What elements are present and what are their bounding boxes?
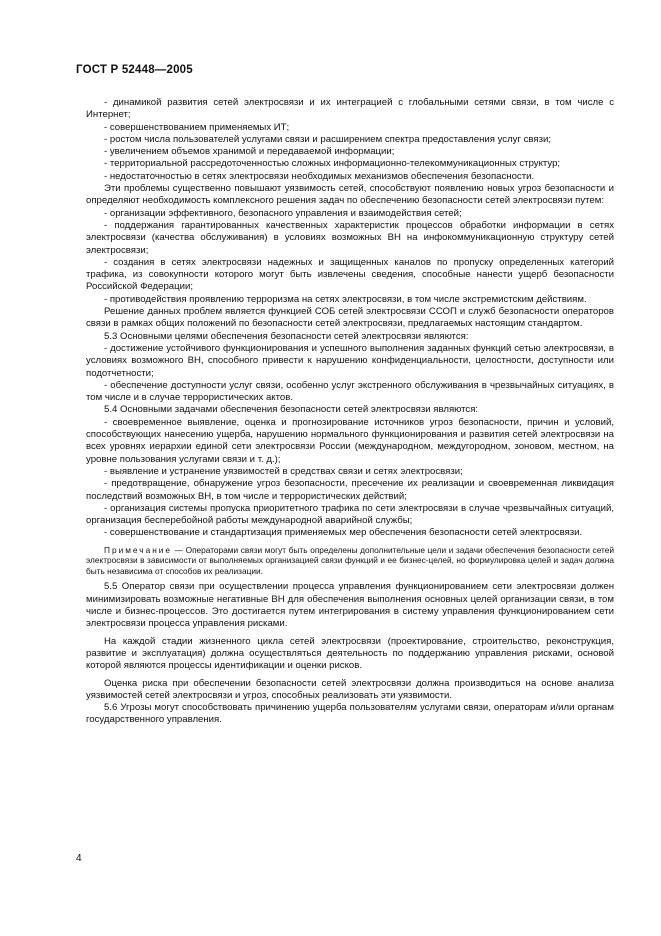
paragraph: - создания в сетях электросвязи надежных и защищенных каналов по пропуску определенных категорий трафика, из совокупности которого могут быть извлечены сведения, способные нанести ущерб безопасности Российской Федерации; — [86, 256, 614, 293]
paragraph: - динамикой развития сетей электросвязи и их интеграцией с глобальными сетями связи, в том числе с Интернет; — [86, 97, 614, 121]
note — [86, 545, 614, 577]
paragraph: - организация системы пропуска приоритетного трафика по сети электросвязи в случае чрезвычайных ситуаций, организация бесперебойной работы международной аварийной службы; — [86, 502, 614, 527]
paragraph: - предотвращение, обнаружение угроз безопасности, пресечение их реализации и своевременная ликвидация последствий возможных ВН, в том числе и террористических действий; — [86, 478, 614, 502]
document-header: ГОСТ Р 52448—2005 — [76, 64, 193, 76]
paragraph: - совершенствованием применяемых ИТ; — [104, 121, 290, 133]
paragraph: - обеспечение доступности услуг связи, особенно услуг экстренного обслуживания в чрезвычайных ситуациях, в том числе и в случае террористических актов. — [86, 379, 614, 404]
paragraph: - своевременное выявление, оценка и прогнозирование источников угроз безопасности, причин и условий, способствующих нанесению ущерба, нарушению нормального функционирования и развития сетей электросвязи на всех уровнях иерархии единой сети электросвязи России (международном, междугородном, зоновом, местном, на уровне пользования услугами связи и т. д.); — [86, 416, 614, 465]
paragraph: - ростом числа пользователей услугами связи и расширением спектра предоставления услуг связи; — [104, 133, 552, 145]
section-5-4: 5.4 Основными задачами обеспечения безопасности сетей электросвязи являются: — [104, 404, 479, 416]
paragraph: Решение данных проблем является функцией СОБ сетей электросвязи ССОП и служб безопасности операторов связи в рамках общих положений по безопасности сетей электросвязи, предлагаемых настоящим стандартом. — [86, 306, 614, 330]
document-body — [86, 97, 614, 727]
paragraph: На каждой стадии жизненного цикла сетей электросвязи (проектирование, строительство, реконструкция, развитие и эксплуатация) должна осуществляться деятельность по поддержанию управления рисками, основой которой являются процессы идентификации и оценки рисков. — [86, 635, 614, 672]
paragraph: - совершенствование и стандартизация применяемых мер обеспечения безопасности сетей электросвязи. — [104, 527, 583, 539]
paragraph: - достижение устойчивого функционирования и успешного выполнения заданных функций сетью электросвязи, в условиях возможного ВН, способного привести к нарушению конфиденциальности, целостности, доступности или подотчетности; — [86, 342, 614, 379]
note-label: Примечание — [104, 544, 173, 555]
paragraph: - поддержания гарантированных качественных характеристик процессов обработки информации в сетях электросвязи (качества обслуживания) в условиях возможных ВН на инфокоммуникационную структуру сетей электросвязи; — [86, 219, 614, 256]
paragraph: Оценка риска при обеспечении безопасности сетей электросвязи должна производиться на основе анализа уязвимостей сетей электросвязи и угроз, способных реализовать эти уязвимости. — [86, 677, 614, 701]
paragraph: - увеличением объемов хранимой и передаваемой информации; — [104, 146, 395, 158]
section-5-6: 5.6 Угрозы могут способствовать причинению ущерба пользователям услугами связи, операторам и/или органам государственного управления. — [86, 702, 614, 726]
paragraph: - выявление и устранение уязвимостей в средствах связи и сетях электросвязи; — [104, 465, 463, 477]
paragraph: - организации эффективного, безопасного управления и взаимодействия сетей; — [104, 207, 462, 219]
page-number: 4 — [76, 853, 82, 864]
paragraph: Эти проблемы существенно повышают уязвимость сетей, способствуют появлению новых угроз безопасности и определяют необходимость комплексного решения задач по обеспечению безопасности сетей электросвязи путем: — [86, 183, 614, 207]
note-text: — Операторами связи могут быть определены дополнительные цели и задачи обеспечения безопасности сетей электросвязи в зависимости от выполняемых организацией связи функций и ее бизнес-целей, но формулировка целей и задач должна быть независима от способов их реализации. — [86, 544, 614, 576]
paragraph: - недостаточностью в сетях электросвязи необходимых механизмов обеспечения безопасности. — [104, 170, 535, 182]
paragraph: - территориальной рассредоточенностью сложных информационно-телекоммуникационных структур; — [104, 158, 561, 170]
paragraph: - противодействия проявлению терроризма на сетях электросвязи, в том числе экстремистским действиям. — [104, 293, 587, 305]
section-5-3: 5.3 Основными целями обеспечения безопасности сетей электросвязи являются: — [104, 330, 469, 342]
section-5-5: 5.5 Оператор связи при осуществлении процесса управления функционированием сети электросвязи должен минимизировать возможные негативные ВН для обеспечения выполнения основных целей организации связи, в том числе и бизнес-процессов. Это достигается путем интегрирования в систему управления функционированием сети электросвязи процесса управления рисками. — [86, 581, 614, 630]
